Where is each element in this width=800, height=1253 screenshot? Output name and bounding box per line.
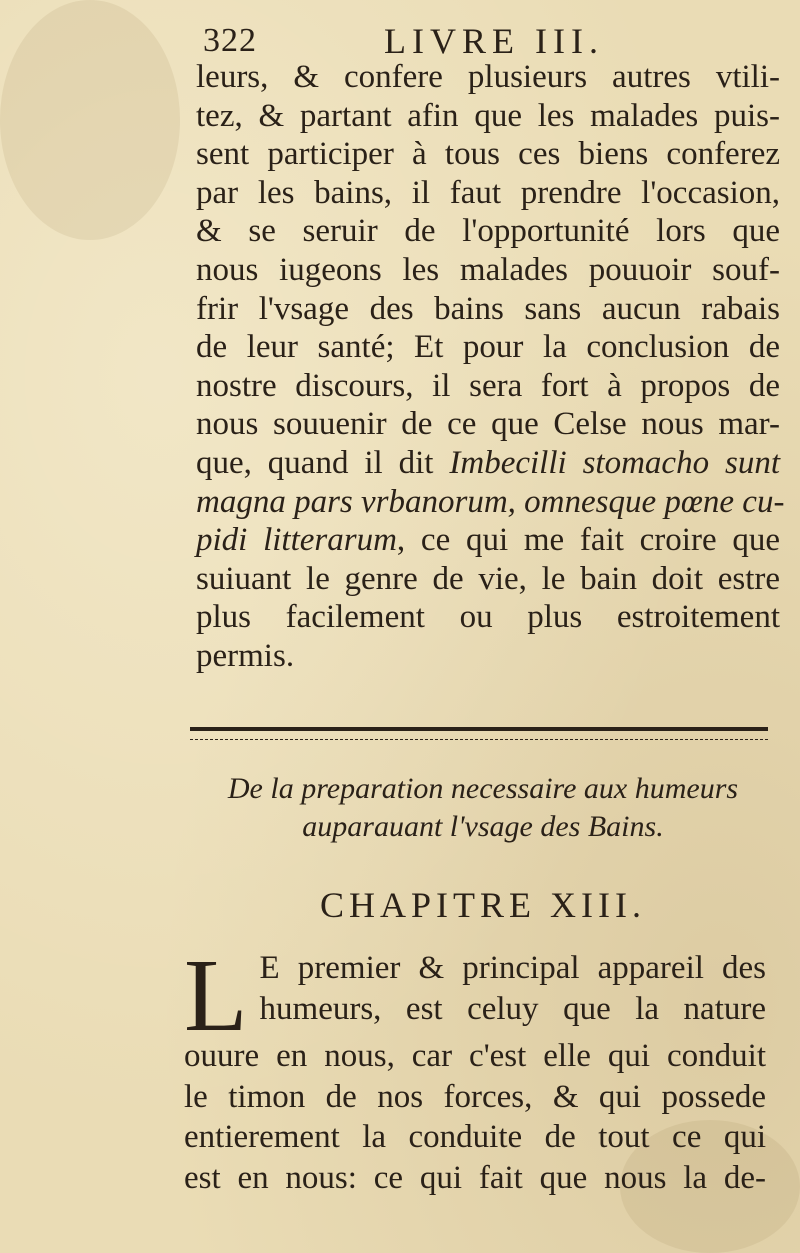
latin-quote: pidi litterarum [196,522,397,559]
section-title-line: auparauant l'vsage des Bains. [302,810,664,843]
text-line: nous iugeons les malades pouuoir souf- [196,251,780,288]
text-line: permis. [196,637,295,674]
chapter-paragraph [184,938,766,1198]
text-line: que, quand il dit Imbecilli stomacho sunt [196,444,780,481]
page-number: 322 [203,22,257,59]
running-head: LIVRE III. [384,21,604,61]
text-line: est en nous: ce qui fait que nous la de- [184,1159,766,1196]
text-line: plus facilement ou plus estroitement [196,599,780,636]
latin-quote: magna pars vrbanorum, omnesque pœne cu- [196,483,785,520]
text-line: & se seruir de l'opportunité lors que [196,213,780,250]
text-line: tez, & partant afin que les malades puis- [196,97,780,134]
chapter-title: CHAPITRE XIII. [320,885,646,925]
drop-cap: L [184,938,248,1053]
section-title [186,770,780,846]
text-line: frir l'vsage des bains sans aucun rabais [196,290,780,327]
text-line: leurs, & confere plusieurs autres vtili- [196,59,780,95]
text-line: ouure en nous, car c'est elle qui conduit [184,1038,766,1074]
text-line: pidi litterarum, ce qui me fait croire que [196,522,780,559]
text-line: sent participer à tous ces biens conferez [196,136,780,173]
section-title-line: De la preparation necessaire aux humeurs [227,772,739,805]
body-text [196,58,785,676]
text-line: nostre discours, il sera fort à propos de [196,367,780,404]
text-line: E premier & principal appareil des [259,950,766,986]
latin-quote: Imbecilli stomacho sunt [449,444,780,481]
text-line: le timon de nos forces, & qui possede [184,1078,766,1115]
text-line: suiuant le genre de vie, le bain doit estre [196,560,780,597]
ornamental-divider [190,727,768,740]
text-line [196,483,785,522]
text-line: nous souuenir de ce que Celse nous mar- [196,406,780,443]
text-line: entierement la conduite de tout ce qui [184,1119,766,1155]
text-line: par les bains, il faut prendre l'occasion, [196,174,780,211]
text-line: humeurs, est celuy que la nature [259,990,766,1027]
text-line: de leur santé; Et pour la conclusion de [196,329,780,366]
